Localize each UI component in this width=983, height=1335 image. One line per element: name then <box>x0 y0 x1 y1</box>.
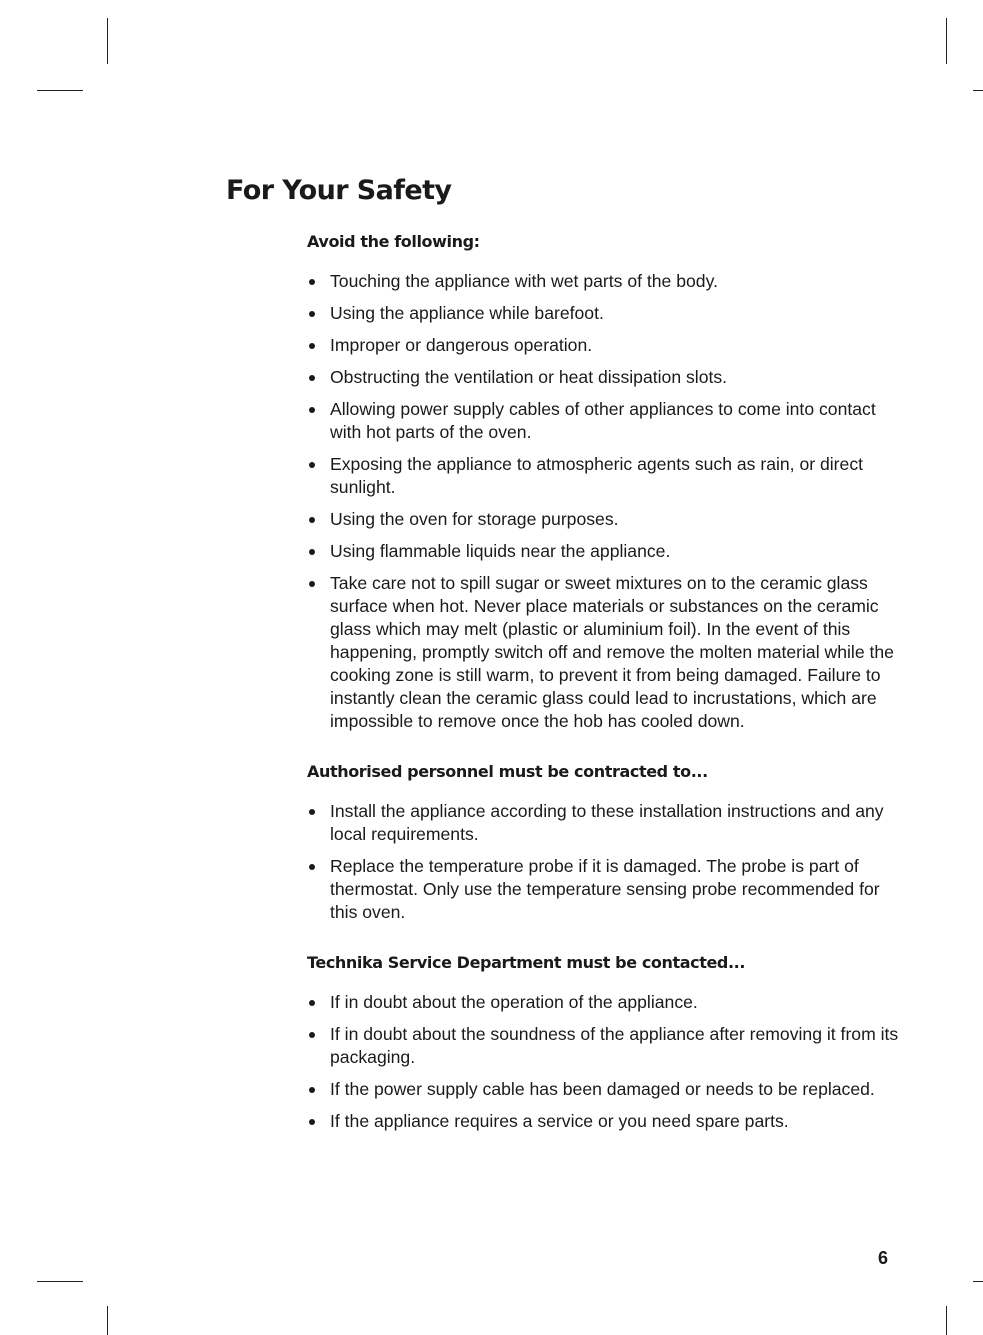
crop-mark <box>37 90 83 91</box>
section-heading: Avoid the following: <box>307 232 480 251</box>
page-title: For Your Safety <box>226 175 452 206</box>
crop-mark <box>107 1306 108 1335</box>
crop-mark <box>973 90 983 91</box>
list-item: If the appliance requires a service or you need spare parts. <box>307 1110 907 1133</box>
list-item: Touching the appliance with wet parts of the body. <box>307 270 907 293</box>
crop-mark <box>107 18 108 64</box>
list-item: If in doubt about the soundness of the appliance after removing it from its packaging. <box>307 1023 907 1069</box>
section-authorised-personnel <box>307 761 907 924</box>
list-item: Replace the temperature probe if it is damaged. The probe is part of thermostat. Only use the temperature sensing probe recommended for this oven. <box>307 855 907 924</box>
bullet-list <box>307 800 907 924</box>
section-avoid <box>307 231 907 733</box>
list-item: Exposing the appliance to atmospheric agents such as rain, or direct sunlight. <box>307 453 907 499</box>
list-item: Improper or dangerous operation. <box>307 334 907 357</box>
page-number: 6 <box>878 1248 889 1268</box>
list-item: Using the appliance while barefoot. <box>307 302 907 325</box>
crop-mark <box>37 1281 83 1282</box>
list-item: Install the appliance according to these installation instructions and any local requirements. <box>307 800 907 846</box>
bullet-list <box>307 991 907 1133</box>
list-item: Using flammable liquids near the appliance. <box>307 540 907 563</box>
list-item: Using the oven for storage purposes. <box>307 508 907 531</box>
crop-mark <box>973 1281 983 1282</box>
list-item: Obstructing the ventilation or heat dissipation slots. <box>307 366 907 389</box>
list-item: Take care not to spill sugar or sweet mixtures on to the ceramic glass surface when hot. Never place materials or substances on the ceramic glass which may melt (plastic or aluminium foil). In the event of this happening, promptly switch off and remove the molten material while the cooking zone is still warm, to prevent it from being damaged. Failure to instantly clean the ceramic glass could lead to incrustations, which are impossible to remove once the hob has cooled down. <box>307 572 907 733</box>
bullet-list <box>307 270 907 733</box>
list-item: If in doubt about the operation of the appliance. <box>307 991 907 1014</box>
section-heading: Authorised personnel must be contracted to... <box>307 762 708 781</box>
crop-mark <box>946 1306 947 1335</box>
list-item: Allowing power supply cables of other appliances to come into contact with hot parts of the oven. <box>307 398 907 444</box>
section-heading: Technika Service Department must be contacted... <box>307 953 746 972</box>
crop-mark <box>946 18 947 64</box>
section-service-department <box>307 952 907 1133</box>
safety-content <box>307 231 907 1142</box>
list-item: If the power supply cable has been damaged or needs to be replaced. <box>307 1078 907 1101</box>
